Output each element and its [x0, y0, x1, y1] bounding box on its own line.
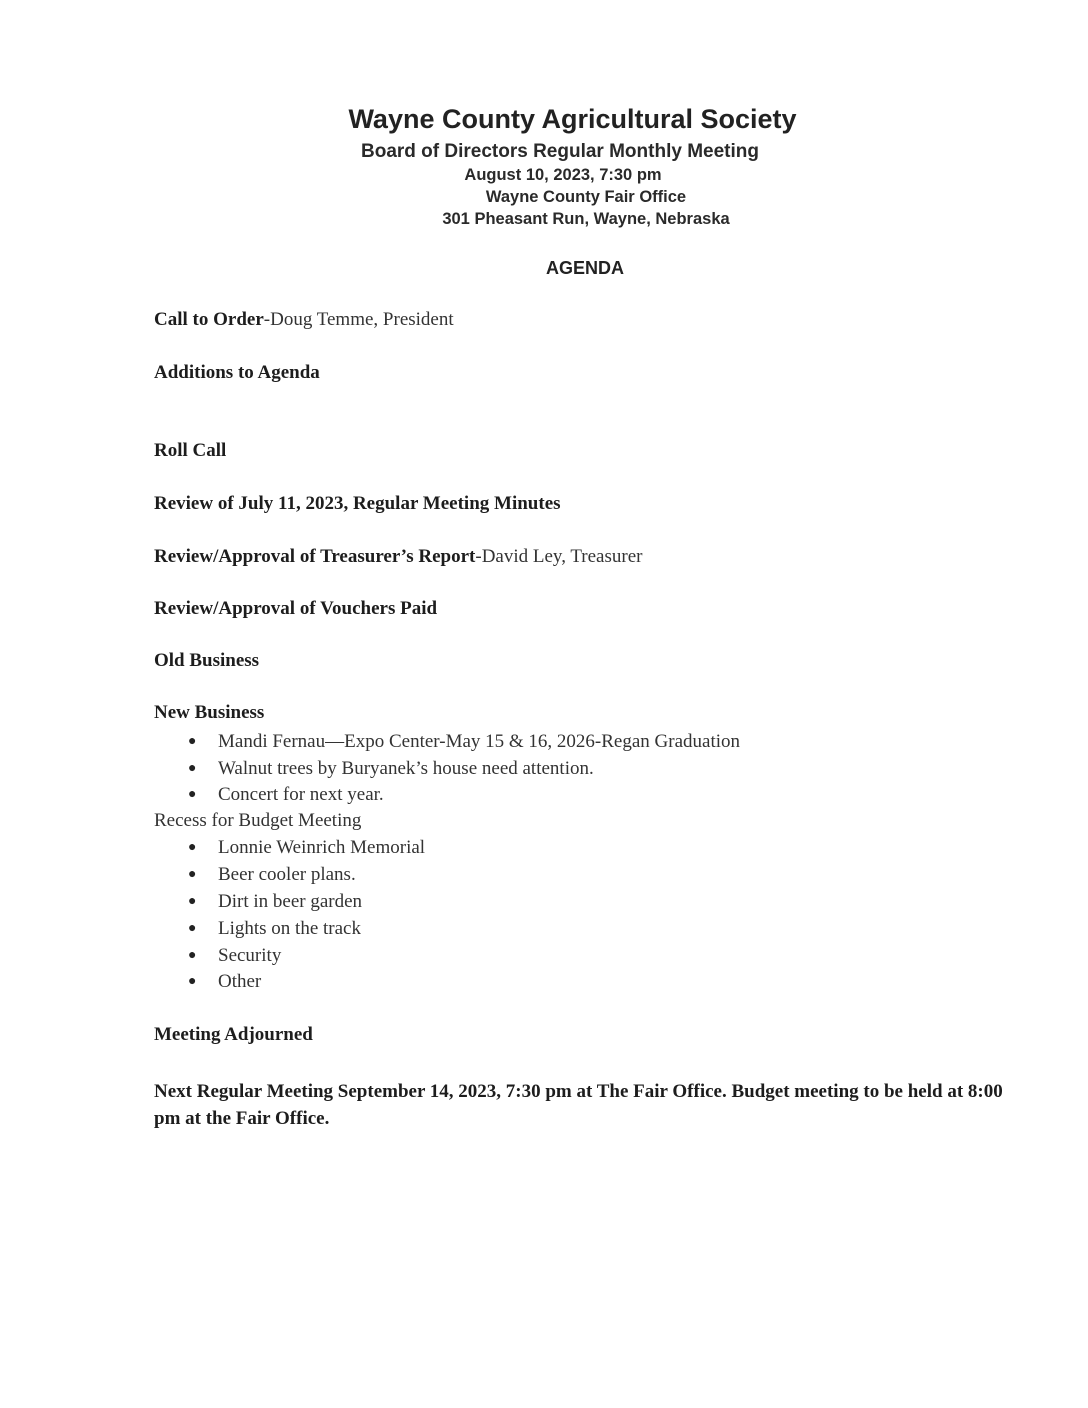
meeting-adjourned-label: Meeting Adjourned [154, 1024, 313, 1045]
bullet-icon: ● [188, 734, 197, 749]
budget-item [188, 971, 261, 993]
budget-item-text: Other [218, 971, 262, 992]
new-business-item-text: Mandi Fernau—Expo Center-May 15 & 16, 2026-Regan Graduation [218, 731, 741, 752]
budget-item-text: Lights on the track [218, 918, 361, 939]
budget-item [188, 837, 425, 859]
budget-item [188, 945, 281, 967]
budget-item-text: Beer cooler plans. [218, 864, 356, 885]
roll-call [154, 440, 226, 462]
bullet-icon: ● [188, 948, 197, 963]
treasurer-report-detail: -David Ley, Treasurer [475, 546, 643, 567]
recess-label: Recess for Budget Meeting [154, 810, 362, 831]
new-business [154, 702, 264, 724]
budget-item [188, 918, 361, 940]
new-business-item-text: Concert for next year. [218, 784, 384, 805]
meeting-location: Wayne County Fair Office [485, 188, 687, 206]
additions-label: Additions to Agenda [154, 362, 320, 383]
budget-item-text: Lonnie Weinrich Memorial [218, 837, 426, 858]
call-to-order-label: Call to Order [154, 309, 264, 330]
meeting-date-time: August 10, 2023, 7:30 pm [464, 166, 662, 184]
additions-to-agenda [154, 362, 320, 384]
bullet-icon: ● [188, 921, 197, 936]
agenda-heading: AGENDA [545, 258, 624, 278]
call-to-order [154, 309, 454, 331]
treasurer-report [154, 546, 642, 568]
next-meeting-note: Next Regular Meeting September 14, 2023, 7:30 pm at The Fair Office. Budget meeting to be held at 8:00 pm at the Fair Office. [154, 1081, 1003, 1129]
bullet-icon: ● [188, 787, 197, 802]
new-business-item [188, 784, 384, 806]
bullet-icon: ● [188, 761, 197, 776]
budget-item-text: Security [218, 945, 282, 966]
new-business-label: New Business [154, 702, 265, 723]
new-business-item [188, 758, 594, 780]
bullet-icon: ● [188, 894, 197, 909]
old-business-label: Old Business [154, 650, 260, 671]
vouchers-label: Review/Approval of Vouchers Paid [154, 598, 438, 619]
meeting-adjourned [154, 1024, 313, 1046]
vouchers-paid [154, 598, 437, 620]
old-business [154, 650, 259, 672]
bullet-icon: ● [188, 974, 197, 989]
treasurer-report-label: Review/Approval of Treasurer’s Report [154, 546, 476, 567]
call-to-order-detail: -Doug Temme, President [263, 309, 454, 330]
review-minutes-label: Review of July 11, 2023, Regular Meeting Minutes [154, 493, 561, 514]
meeting-type: Board of Directors Regular Monthly Meeting [361, 141, 759, 162]
budget-item [188, 864, 356, 886]
meeting-address: 301 Pheasant Run, Wayne, Nebraska [442, 210, 730, 228]
new-business-item [188, 731, 740, 753]
bullet-icon: ● [188, 840, 197, 855]
new-business-item-text: Walnut trees by Buryanek’s house need attention. [218, 758, 594, 779]
review-minutes [154, 493, 561, 515]
budget-item-text: Dirt in beer garden [218, 891, 363, 912]
roll-call-label: Roll Call [154, 440, 227, 461]
bullet-icon: ● [188, 867, 197, 882]
organization-title: Wayne County Agricultural Society [348, 104, 797, 134]
budget-item [188, 891, 362, 913]
